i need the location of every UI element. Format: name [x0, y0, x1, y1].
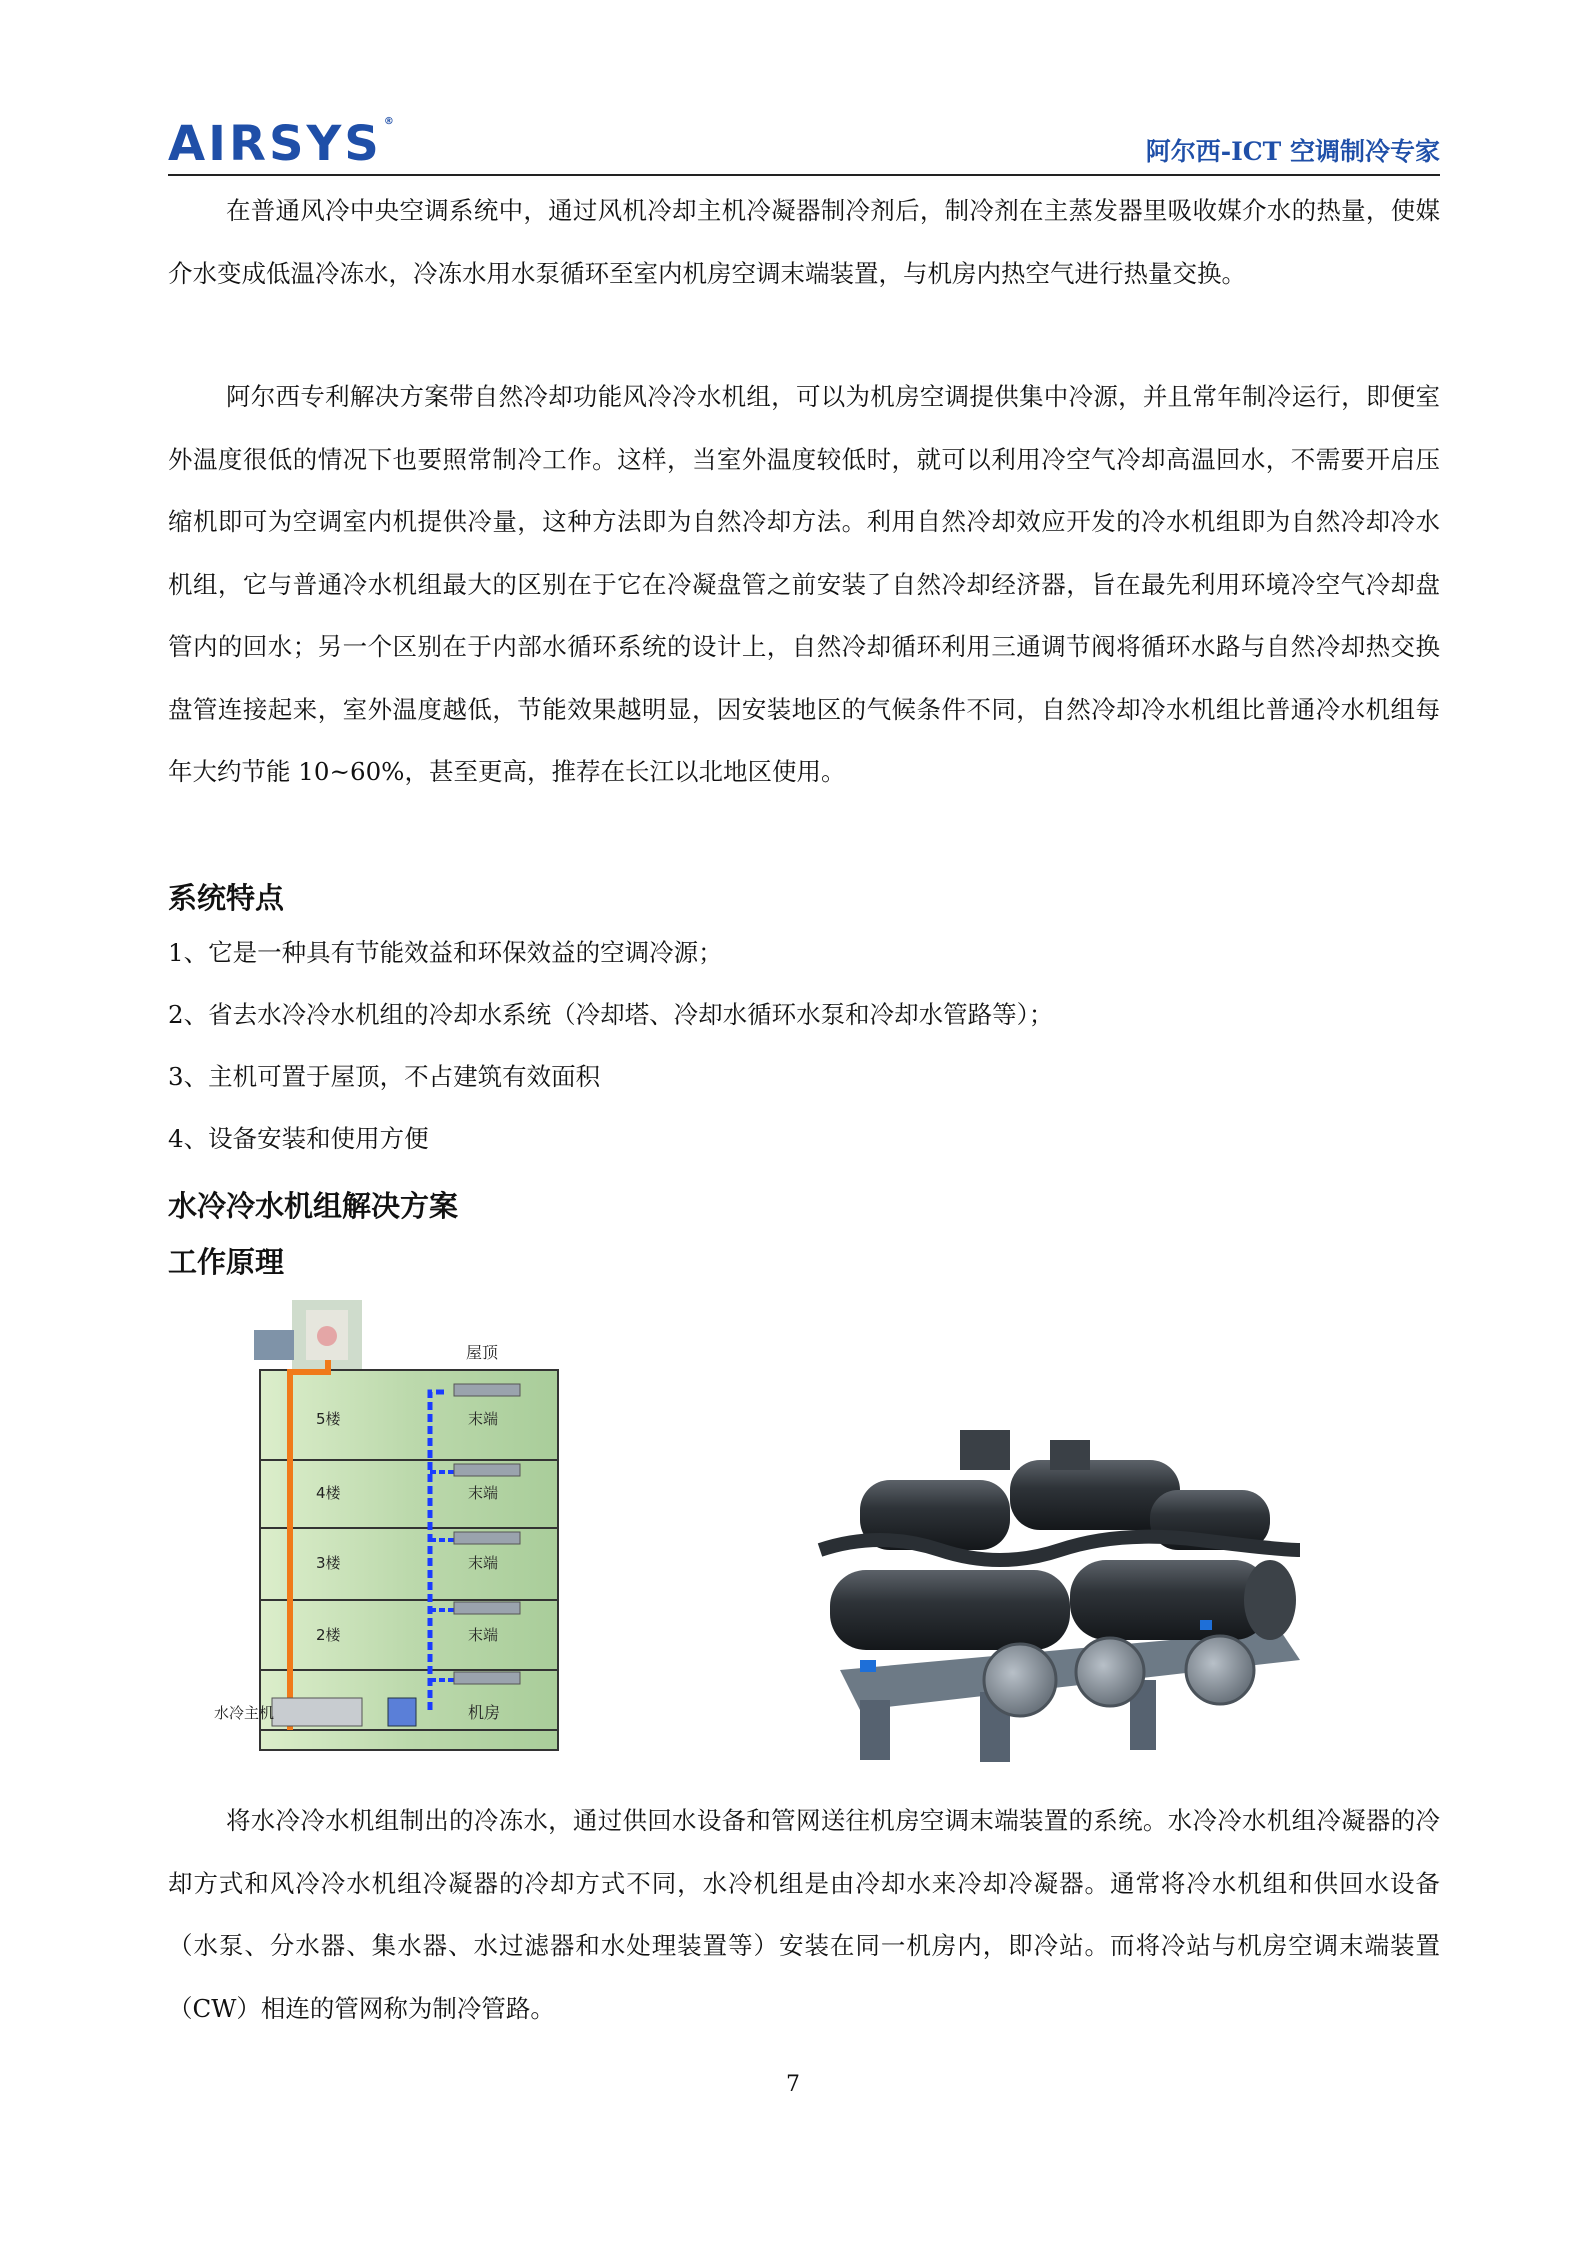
airsys-logo: AIRSYS ® — [168, 116, 397, 172]
page-header — [168, 108, 1440, 176]
chiller-unit — [272, 1698, 362, 1726]
pump — [388, 1698, 416, 1726]
label-floor-4: 4楼 — [316, 1484, 341, 1502]
header-tagline: 阿尔西-ICT 空调制冷专家 — [1145, 137, 1440, 166]
heading-features: 系统特点 — [168, 881, 285, 915]
label-floor-3: 3楼 — [316, 1554, 341, 1572]
label-floor-2: 2楼 — [316, 1626, 341, 1644]
feature-item-4: 4、设备安装和使用方便 — [168, 1124, 429, 1153]
label-floor-5: 5楼 — [316, 1410, 341, 1428]
heading-water-cooled: 水冷冷水机组解决方案 — [168, 1189, 459, 1223]
cooling-tower-icon — [254, 1300, 362, 1370]
feature-item-1: 1、它是一种具有节能效益和环保效益的空调冷源； — [168, 938, 723, 967]
paragraph-water-cooled: 将水冷冷水机组制出的冷冻水，通过供回水设备和管网送往机房空调末端装置的系统。水冷冷水机组冷凝器的冷却方式和风冷冷水机组冷凝器的冷却方式不同，水冷机组是由冷却水来冷却冷凝器。通常将冷水机组和供回水设备（水泵、分水器、集水器、水过滤器和水处理装置等）安装在同一机房内，即冷站。而将冷站与机房空调末端装置（CW）相连的管网称为制冷管路。 — [168, 1806, 1440, 2023]
label-terminal-3: 末端 — [468, 1554, 499, 1572]
label-machine-room: 机房 — [468, 1703, 501, 1722]
water-chiller-photo — [800, 1420, 1320, 1780]
heading-working-principle: 工作原理 — [168, 1245, 285, 1279]
label-terminal-5: 末端 — [468, 1410, 499, 1428]
paragraph-air-cooled: 在普通风冷中央空调系统中，通过风机冷却主机冷凝器制冷剂后，制冷剂在主蒸发器里吸收媒介水的热量，使媒介水变成低温冷冻水，冷冻水用水泵循环至室内机房空调末端装置，与机房内热空气进行热量交换。 — [168, 196, 1440, 288]
label-chiller: 水冷主机 — [214, 1704, 275, 1722]
label-terminal-2: 末端 — [468, 1626, 499, 1644]
feature-item-3: 3、主机可置于屋顶，不占建筑有效面积 — [168, 1062, 601, 1091]
feature-item-2: 2、省去水冷冷水机组的冷却水系统（冷却塔、冷却水循环水泵和冷却水管路等）； — [168, 1000, 1054, 1029]
label-roof: 屋顶 — [466, 1343, 499, 1362]
water-chiller-system-diagram — [210, 1300, 580, 1760]
label-terminal-4: 末端 — [468, 1484, 499, 1502]
page-number: 7 — [786, 2072, 800, 2097]
building — [260, 1370, 558, 1750]
paragraph-free-cooling: 阿尔西专利解决方案带自然冷却功能风冷冷水机组，可以为机房空调提供集中冷源，并且常年制冷运行，即便室外温度很低的情况下也要照常制冷工作。这样，当室外温度较低时，就可以利用冷空气冷却高温回水，不需要开启压缩机即可为空调室内机提供冷量，这种方法即为自然冷却方法。利用自然冷却效应开发的冷水机组即为自然冷却冷水机组，它与普通冷水机组最大的区别在于它在冷凝盘管之前安装了自然冷却经济器，旨在最先利用环境冷空气冷却盘管内的回水；另一个区别在于内部水循环系统的设计上，自然冷却循环利用三通调节阀将循环水路与自然冷却热交换盘管连接起来，室外温度越低，节能效果越明显，因安装地区的气候条件不同，自然冷却冷水机组比普通冷水机组每年大约节能 10~60%，甚至更高，推荐在长江以北地区使用。 — [168, 382, 1440, 786]
